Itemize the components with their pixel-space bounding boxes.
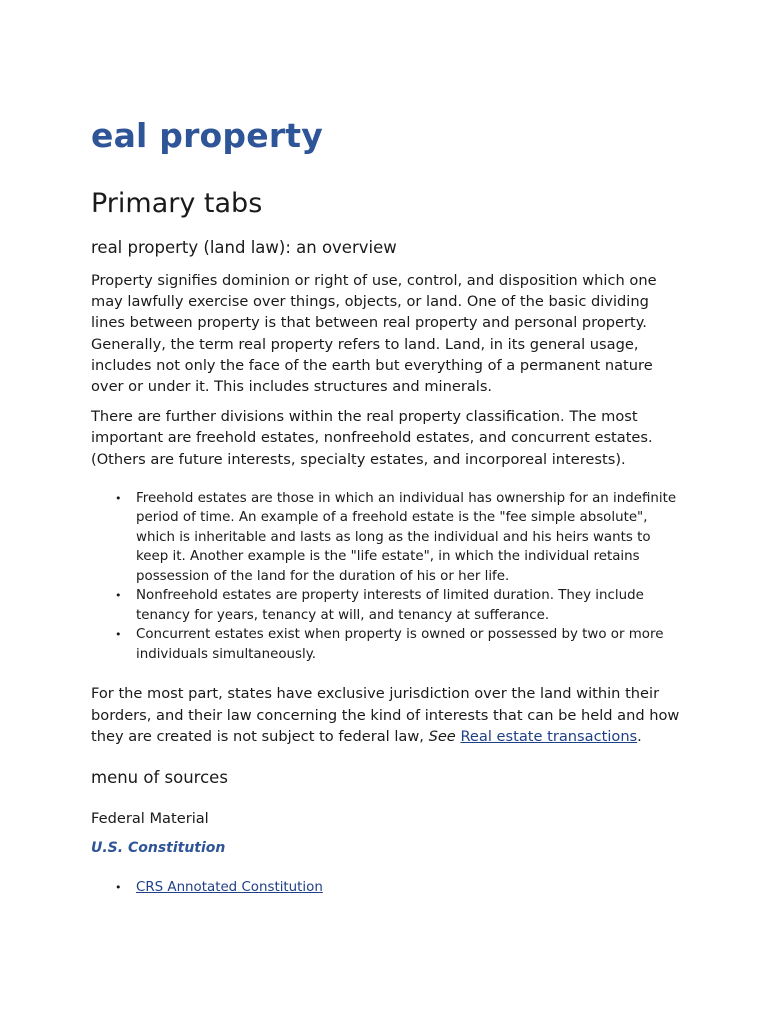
estate-types-list	[91, 489, 681, 665]
list-item	[115, 489, 681, 587]
document-page	[91, 112, 681, 897]
bullet-icon: •	[115, 628, 122, 642]
paragraph-divisions: There are further divisions within the real property classification. The most important are freehold estates, nonfreehold estates, and concurrent estates. (Others are future interests, specialty estates, and incorporeal interests).	[91, 408, 653, 468]
menu-of-sources-heading: menu of sources	[91, 767, 228, 787]
jurisdiction-text: For the most part, states have exclusive jurisdiction over the land within their borders, and their law concerning the kind of interests that can be held and how they are created is not subject to federal law,	[91, 685, 680, 745]
list-item	[115, 625, 681, 664]
primary-tabs-heading: Primary tabs	[91, 188, 263, 219]
list-item	[115, 586, 681, 625]
bullet-icon: •	[115, 880, 122, 894]
us-constitution-heading: U.S. Constitution	[91, 839, 226, 856]
list-item-text: Nonfreehold estates are property interests of limited duration. They include tenancy for years, tenancy at will, and tenancy at sufferance.	[136, 588, 644, 623]
crs-annotated-constitution-link[interactable]: CRS Annotated Constitution	[136, 879, 323, 895]
see-label: See	[428, 727, 456, 745]
list-item-text: Freehold estates are those in which an individual has ownership for an indefinite period of time. An example of a freehold estate is the "fee simple absolute", which is inheritable and lasts as long as the individual and his heirs wants to keep it. Another example is the "life estate", in which the individual retains possession of the land for the duration of his or her life.	[136, 490, 677, 584]
sources-list	[91, 878, 681, 898]
overview-heading: real property (land law): an overview	[91, 238, 397, 257]
jurisdiction-end: .	[637, 727, 642, 745]
list-item	[115, 878, 681, 898]
paragraph-property-definition: Property signifies dominion or right of use, control, and disposition which one may lawfully exercise over things, objects, or land. One of the basic dividing lines between property is that between real property and personal property. Generally, the term real property refers to land. Land, in its general usage, includes not only the face of the earth but everything of a permanent nature over or under it. This includes structures and minerals.	[91, 272, 657, 396]
paragraph-jurisdiction	[91, 683, 681, 747]
federal-material-label: Federal Material	[91, 809, 209, 827]
bullet-icon: •	[115, 491, 122, 505]
page-title: eal property	[91, 116, 323, 155]
list-item-text: Concurrent estates exist when property is owned or possessed by two or more individuals simultaneously.	[136, 627, 664, 662]
bullet-icon: •	[115, 589, 122, 603]
real-estate-transactions-link[interactable]: Real estate transactions	[460, 727, 638, 745]
